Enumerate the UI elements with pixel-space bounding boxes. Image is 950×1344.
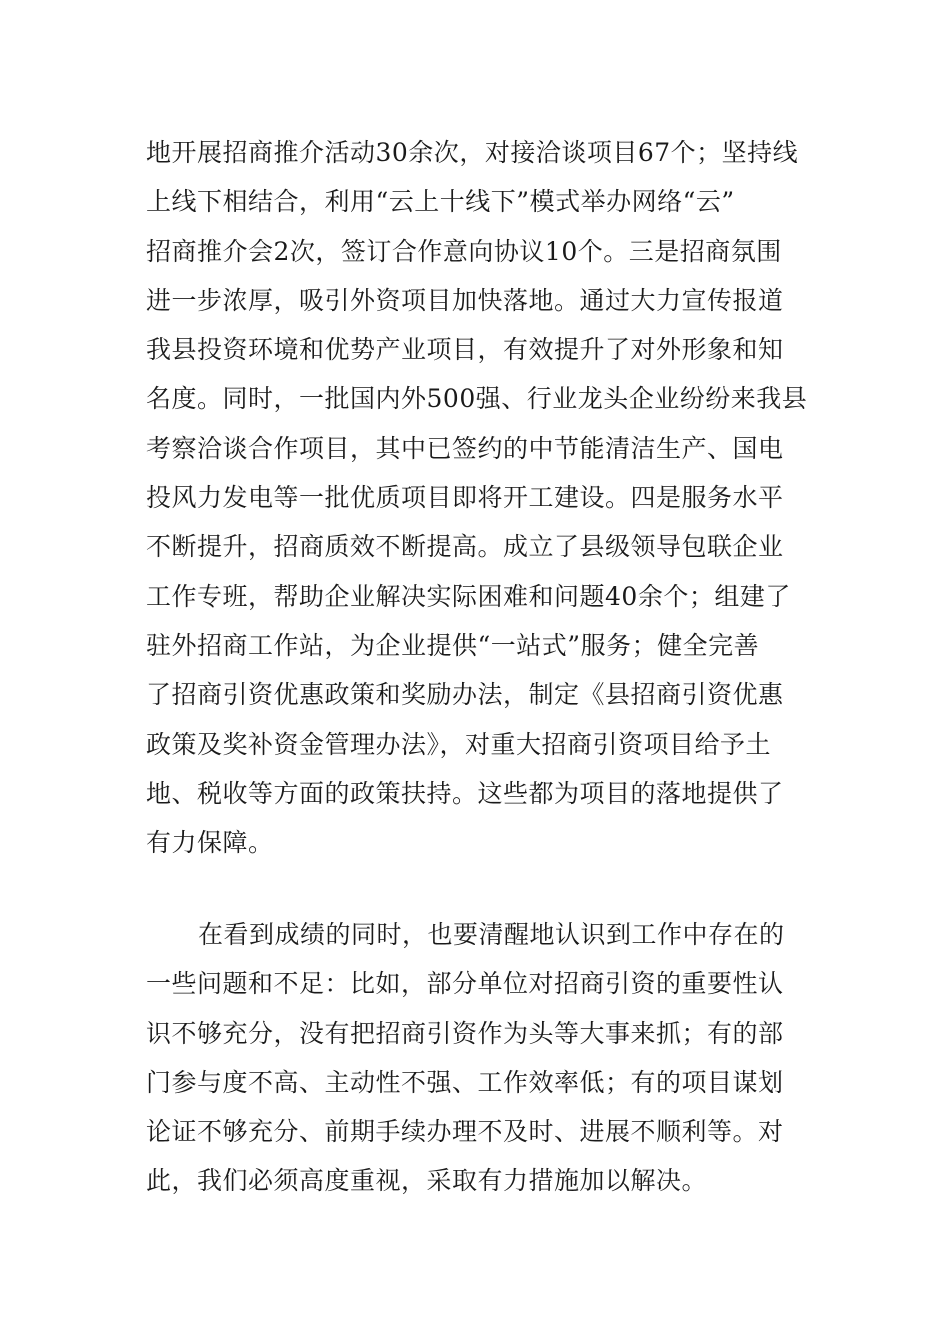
text-line: 招商推介会2次，签订合作意向协议10个。三是招商氛围 <box>146 236 782 266</box>
text-line: 上线下相结合，利用“云上十线下”模式举办网络“云” <box>146 187 735 217</box>
text-line: 进一步浓厚，吸引外资项目加快落地。通过大力宣传报道 <box>146 285 784 315</box>
text-line: 在看到成绩的同时，也要清醒地认识到工作中存在的 <box>198 920 785 949</box>
text-line: 我县投资环境和优势产业项目，有效提升了对外形象和知 <box>146 335 784 365</box>
text-line: 投风力发电等一批优质项目即将开工建设。四是服务水平 <box>146 483 784 513</box>
text-line: 识不够充分，没有把招商引资作为头等大事来抓；有的部 <box>146 1018 784 1048</box>
text-line: 驻外招商工作站，为企业提供“一站式”服务；健全完善 <box>146 630 760 660</box>
text-line: 政策及奖补资金管理办法》，对重大招商引资项目给予土 <box>146 729 772 759</box>
paragraph-problems <box>146 910 826 1206</box>
text-line: 工作专班，帮助企业解决实际困难和问题40余个；组建了 <box>146 581 791 611</box>
text-line: 有力保障。 <box>146 828 274 858</box>
text-line: 名度。同时，一批国内外500强、行业龙头企业纷纷来我县 <box>146 384 808 414</box>
text-line: 了招商引资优惠政策和奖励办法，制定《县招商引资优惠 <box>146 680 784 710</box>
text-line: 不断提升，招商质效不断提高。成立了县级领导包联企业 <box>146 532 784 562</box>
text-line: 门参与度不高、主动性不强、工作效率低；有的项目谋划 <box>146 1067 784 1097</box>
text-line: 论证不够充分、前期手续办理不及时、进展不顺利等。对 <box>146 1117 784 1147</box>
text-line: 考察洽谈合作项目，其中已签约的中节能清洁生产、国电 <box>146 433 784 463</box>
paragraph-achievements <box>146 128 826 867</box>
text-line: 地开展招商推介活动30余次，对接洽谈项目67个；坚持线 <box>146 138 799 167</box>
text-line: 一些问题和不足：比如，部分单位对招商引资的重要性认 <box>146 969 784 999</box>
text-line: 地、税收等方面的政策扶持。这些都为项目的落地提供了 <box>146 778 784 808</box>
text-line: 此，我们必须高度重视，采取有力措施加以解决。 <box>146 1166 708 1196</box>
